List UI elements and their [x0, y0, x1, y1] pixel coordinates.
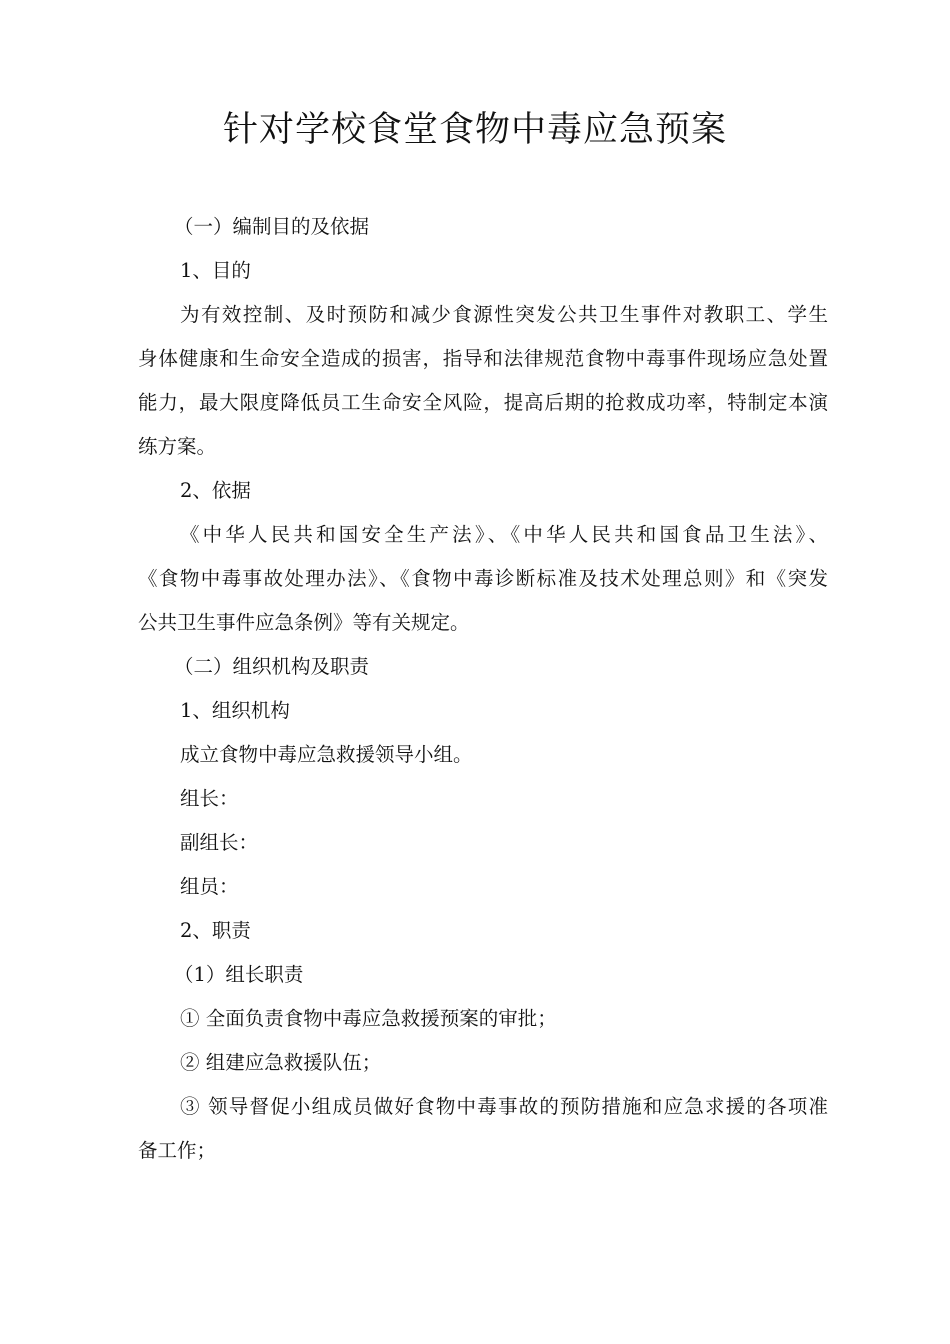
subheading-leader-duties: （1）组长职责	[174, 963, 304, 986]
subheading-purpose: 1、目的	[180, 259, 251, 282]
paragraph-basis-line-1: 《中华人民共和国安全生产法》、《中华人民共和国食品卫生法》、	[180, 523, 828, 546]
duty-item-1: ① 全面负责食物中毒应急救援预案的审批；	[180, 1007, 557, 1030]
paragraph-organization: 成立食物中毒应急救援领导小组。	[180, 743, 473, 766]
duty-item-3-line-1: ③ 领导督促小组成员做好食物中毒事故的预防措施和应急求援的各项准	[180, 1095, 828, 1118]
deputy-leader-line: 副组长：	[180, 831, 259, 854]
paragraph-purpose-line-3: 能力，最大限度降低员工生命安全风险，提高后期的抢救成功率，特制定本演	[138, 391, 828, 414]
duty-item-3-line-2: 备工作；	[138, 1139, 217, 1162]
paragraph-purpose-line-2: 身体健康和生命安全造成的损害，指导和法律规范食物中毒事件现场应急处置	[138, 347, 828, 370]
paragraph-basis-line-2: 《食物中毒事故处理办法》、《食物中毒诊断标准及技术处理总则》和《突发	[138, 567, 828, 590]
document-body	[138, 205, 828, 1173]
paragraph-basis-line-3: 公共卫生事件应急条例》等有关规定。	[138, 611, 470, 634]
subheading-organization: 1、组织机构	[180, 699, 290, 722]
team-members-line: 组员：	[180, 875, 239, 898]
duty-item-2: ② 组建应急救援队伍；	[180, 1051, 382, 1074]
team-leader-line: 组长：	[180, 787, 239, 810]
subheading-basis: 2、依据	[180, 479, 251, 502]
document-title: 针对学校食堂食物中毒应急预案	[222, 110, 727, 150]
subheading-duties: 2、职责	[180, 919, 251, 942]
paragraph-purpose-line-1: 为有效控制、及时预防和减少食源性突发公共卫生事件对教职工、学生	[180, 303, 828, 326]
section-heading-1: （一）编制目的及依据	[174, 215, 370, 238]
section-heading-2: （二）组织机构及职责	[174, 655, 370, 678]
paragraph-purpose-line-4: 练方案。	[138, 435, 217, 458]
